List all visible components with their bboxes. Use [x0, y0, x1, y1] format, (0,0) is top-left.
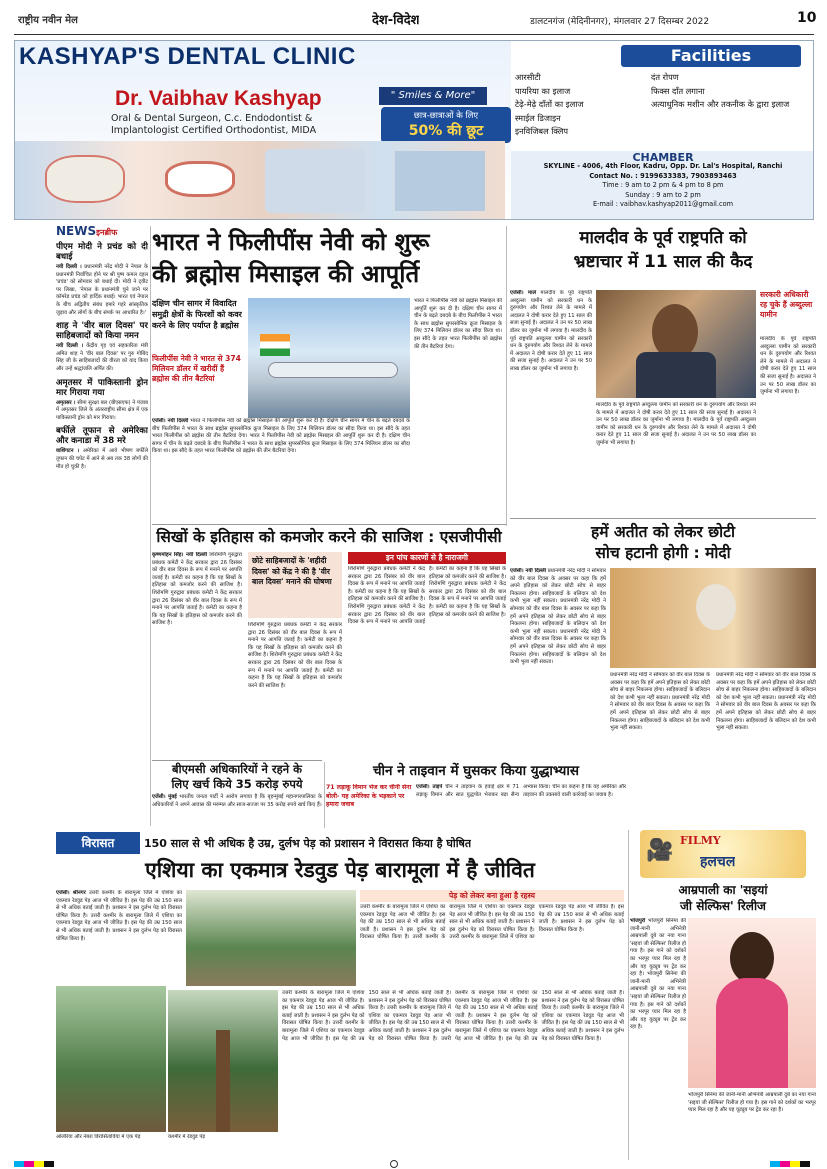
- chamber-time: Time : 9 am to 2 pm & 4 pm to 8 pm: [602, 181, 724, 190]
- brief-title: अमृतसर में पाकिस्तानी ड्रोन मार गिराया गया: [56, 377, 148, 398]
- maldives-body-col2: मालदीव के पूर्व राष्ट्रपति अब्दुल्ला यामीन को सरकारी धन के दुरुपयोग और रिश्वत लेने के मामले में अदालत ने दोषी करार देते हुए 11 साल की सजा सुनाई है। अदालत ने उन पर 50 लाख डॉलर का जुर्माना भी लगाया है। मालदीव के पूर्व राष्ट्रपति अब्दुल्ला यामीन को सरकारी धन के दुरुपयोग और रिश्वत लेने के मामले में अदालत ने दोषी करार देते हुए 11 साल की सजा सुनाई है। अदालत ने उन पर 50 लाख डॉलर का जुर्माना भी लगाया है।: [596, 402, 756, 446]
- photo-caption-2: कश्मीर में रेडवुड पेड़: [168, 1134, 206, 1140]
- paper-name: राष्ट्रीय नवीन मेल: [18, 15, 78, 26]
- facility-item: पायरिया का इलाज: [515, 85, 571, 96]
- portrait-body: [716, 978, 788, 1088]
- virasat-story: [56, 890, 624, 1160]
- news-in-brief: NEWSइनब्रीफ पीएम मोदी ने प्रचंड को दी बधाई नयी दिल्ली । प्रधानमंत्री नरेंद्र मोदी ने नेपाल के प्रधानमंत्री निर्वाचित होने पर श्री पुष्प कमल दहल 'प्रचंड' को सोमवार को बधाई दी। मोदी ने ट्वीट पर लिखा, 'नेपाल के प्रधानमंत्री चुने जाने पर कॉमरेड प्रचंड को हार्दिक बधाई। भारत एवं नेपाल के बीच अद्वितीय संबंध हमारे गहरे सांस्कृतिक जुड़ाव और लोगों के बीच संपर्क पर आधारित है।' शाह ने 'वीर बाल दिवस' पर साहिबजादों को किया नमन नयी दिल्ली । केंद्रीय गृह एवं सहकारिता मंत्री अमित शाह ने 'वीर बाल दिवस' पर गुरु गोबिंद सिंह जी के साहिबजादों की वीरता को याद किया और उन्हें श्रद्धांजलि अर्पित की। अमृतसर में पाकिस्तानी ड्रोन मार गिराया गया अमृतसर । सीमा सुरक्षा बल (बीएसएफ) ने पंजाब में अमृतसर जिले के अंतरराष्ट्रीय सीमा क्षेत्र में एक पाकिस्तानी ड्रोन को मार गिराया। बर्फीले तूफान से अमेरिका और कनाडा में 38 मरे वाशिंगटन । अमेरिका में आये भीषण बर्फीले तूफान की चपेट में आने से अब तक 38 लोगों की मौत हो चुकी है।: [56, 224, 148, 470]
- redwood-photo: [168, 990, 278, 1132]
- clinic-name: KASHYAP'S DENTAL CLINIC: [19, 43, 356, 70]
- chamber-sunday: Sunday : 9 am to 2 pm: [625, 190, 701, 199]
- sgpc-story: [152, 526, 506, 758]
- patient-image: [265, 149, 365, 213]
- registration-mark-left: [14, 1161, 54, 1167]
- portrait-image: [696, 584, 736, 630]
- modi-headline: हमें अतीत को लेकर छोटी सोच हटानी होगी : मोदी: [591, 523, 735, 562]
- facility-item: फिक्स दाँत लगाना: [651, 85, 705, 96]
- section-title: देश-विदेश: [372, 13, 420, 28]
- virasat-label: विरासत: [56, 832, 140, 854]
- lead-deck: दक्षिण चीन सागर में विवादित समुद्री क्षेत्रों के फिरशों को कवर करने के लिए पर्याप्त है ब्रह्मोस: [152, 299, 242, 330]
- maldives-body-col3: मालदीव के पूर्व राष्ट्रपति अब्दुल्ला यामीन को सरकारी धन के दुरुपयोग और रिश्वत लेने के मामले में अदालत ने दोषी करार देते हुए 11 साल की सजा सुनाई है। अदालत ने उन पर 50 लाख डॉलर का जुर्माना भी लगाया है।: [760, 336, 816, 396]
- facility-item: आरसीटी: [515, 72, 541, 82]
- modi-body-col2: प्रधानमंत्री नरेंद्र मोदी ने सोमवार को वीर बाल दिवस के अवसर पर कहा कि हमें अपने इतिहास को लेकर छोटी सोच से बाहर निकलना होगा। साहिबजादों के बलिदान को देश कभी भुला नहीं सकता। प्रधानमंत्री नरेंद्र मोदी ने सोमवार को वीर बाल दिवस के अवसर पर कहा कि हमें अपने इतिहास को लेकर छोटी सोच से बाहर निकलना होगा। साहिबजादों के बलिदान को देश कभी भुला नहीं सकता।: [610, 672, 710, 732]
- chamber-panel: [511, 151, 814, 220]
- brief-text: प्रधानमंत्री नरेंद्र मोदी ने नेपाल के प्रधानमंत्री निर्वाचित होने पर श्री पुष्प कमल दहल 'प्रचंड' को सोमवार को बधाई दी। मोदी ने ट्वीट पर लिखा, 'नेपाल के प्रधानमंत्री चुने जाने पर कॉमरेड प्रचंड को हार्दिक बधाई। भारत एवं नेपाल के बीच अद्वितीय संबंध हमारे गहरे सांस्कृतिक जुड़ाव और लोगों के बीच संपर्क पर आधारित है।': [56, 264, 148, 316]
- photo-caption-1: ओलेरिया और नेबरा विरासिताविया में एक पेड़: [56, 1134, 141, 1140]
- lead-body-col2: भारत ने फिलीपींस नेवी को ब्रह्मोस मिसाइल की आपूर्ति शुरू कर दी है। दक्षिण चीन सागर में चीन के बढ़ते दबदबे के बीच फिलीपींस ने भारत के साथ ब्रह्मोस सुपरसोनिक क्रूज मिसाइल के लिए 374 मिलियन डॉलर का सौदा किया था। इस सौदे के तहत भारत फिलीपींस को ब्रह्मोस की तीन बैटरियां देगा।: [414, 298, 502, 350]
- maldives-story: [510, 226, 816, 514]
- virasat-body-top: उत्तरी कश्मीर के बारामूला जिले में एशिया का एकमात्र रेडवुड पेड़ आज भी जीवित है। इस पेड़ की उम्र 150 साल से भी अधिक बताई जाती है। प्रशासन ने इस दुर्लभ पेड़ को विरासत घोषित किया है। उत्तरी कश्मीर के बारामूला जिले में एशिया का एकमात्र रेडवुड पेड़ आज भी जीवित है। इस पेड़ की उम्र 150 साल से भी अधिक बताई जाती है। प्रशासन ने इस दुर्लभ पेड़ को विरासत घोषित किया है। उत्तरी कश्मीर के बारामूला जिले में एशिया का एकमात्र रेडवुड पेड़ आज भी जीवित है। इस पेड़ की उम्र 150 साल से भी अधिक बताई जाती है। प्रशासन ने इस दुर्लभ पेड़ को विरासत घोषित किया है।: [360, 904, 624, 941]
- film-body: भोजपुरी भोजपुरी सिनेमा की जानी-मानी अभिनेत्री आम्रपाली दुबे का नया गाना 'सइयां जी सेल्फिस' रिलीज हो गया है। इस गाने को दर्शकों का भरपूर प्यार मिल रहा है और यह यूट्यूब पर ट्रेंड कर रहा है। भोजपुरी सिनेमा की जानी-मानी अभिनेत्री आम्रपाली दुबे का नया गाना 'सइयां जी सेल्फिस' रिलीज हो गया है। इस गाने को दर्शकों का भरपूर प्यार मिल रहा है और यह यूट्यूब पर ट्रेंड कर रहा है।: [630, 918, 686, 1031]
- filmy-brand: FILMY: [680, 834, 721, 847]
- filmy-brand-hindi: हलचल: [700, 854, 736, 870]
- portrait-body: [636, 352, 716, 398]
- sgpc-headline: सिखों के इतिहास को कमजोर करने की साजिश : एसजीपीसी: [156, 528, 502, 546]
- film-camera-icon: 🎥: [646, 838, 674, 863]
- brief-text: केंद्रीय गृह एवं सहकारिता मंत्री अमित शाह ने 'वीर बाल दिवस' पर गुरु गोबिंद सिंह जी के साहिबजादों की वीरता को याद किया और उन्हें श्रद्धांजलि अर्पित की।: [56, 343, 148, 372]
- denture-image: [45, 155, 125, 203]
- lead-story: [152, 226, 504, 522]
- missile-image: [268, 362, 398, 378]
- facilities-panel: [511, 41, 814, 151]
- lead-body: एजेंसी। नयी दिल्ली भारत ने फिलीपींस नेवी को ब्रह्मोस मिसाइल की आपूर्ति शुरू कर दी है। दक्षिण चीन सागर में चीन के बढ़ते दबदबे के बीच फिलीपींस ने भारत के साथ ब्रह्मोस सुपरसोनिक क्रूज मिसाइल के लिए 374 मिलियन डॉलर का सौदा किया था। इस सौदे के तहत भारत फिलीपींस को ब्रह्मोस की तीन बैटरियां देगा। भारत ने फिलीपींस नेवी को ब्रह्मोस मिसाइल की आपूर्ति शुरू कर दी है। दक्षिण चीन सागर में चीन के बढ़ते दबदबे के बीच फिलीपींस ने भारत के साथ ब्रह्मोस सुपरसोनिक क्रूज मिसाइल के लिए 374 मिलियन डॉलर का सौदा किया था। इस सौदे के तहत भारत फिलीपींस को ब्रह्मोस की तीन बैटरियां देगा।: [152, 418, 410, 455]
- credentials-1: Oral & Dental Surgeon, C.c. Endodontist &: [111, 113, 313, 124]
- valley-photo: [186, 890, 356, 986]
- chamber-title: CHAMBER: [632, 151, 694, 164]
- dental-clinic-ad: [14, 40, 814, 220]
- bmc-headline: बीएमसी अधिकारियों ने रहने के लिए खर्च किये 35 करोड़ रुपये: [171, 762, 303, 791]
- reasons-title: इन पांच कारणों से है नाराजगी: [348, 552, 506, 564]
- credentials-2: Implantologist Certified Orthodontist, MIDA: [111, 125, 317, 136]
- reasons-list: शिरोमणि गुरुद्वारा प्रबंधक कमेटी ने केंद्र सरकार द्वारा 26 दिसंबर को वीर बाल दिवस के रूप में मनाने पर आपत्ति जताई है। कमेटी का कहना है कि यह सिखों के इतिहास को कमजोर करने की साजिश है। शिरोमणि गुरुद्वारा प्रबंधक कमेटी ने केंद्र सरकार द्वारा 26 दिसंबर को वीर बाल दिवस के रूप में मनाने पर आपत्ति जताई है। कमेटी का कहना है कि यह सिखों के इतिहास को कमजोर करने की साजिश है। शिरोमणि गुरुद्वारा प्रबंधक कमेटी ने केंद्र सरकार द्वारा 26 दिसंबर को वीर बाल दिवस के रूप में मनाने पर आपत्ति जताई है। कमेटी का कहना है कि यह सिखों के इतिहास को कमजोर करने की साजिश है।: [348, 566, 506, 626]
- facilities-left: [515, 71, 635, 139]
- facility-item: स्माईल डिजाइन: [515, 112, 561, 123]
- brief-title: पीएम मोदी ने प्रचंड को दी बधाई: [56, 242, 148, 262]
- dental-photos: [15, 141, 505, 219]
- brief-title: बर्फीले तूफान से अमेरिका और कनाडा में 38 मरे: [56, 426, 148, 447]
- missile-photo: [248, 298, 410, 418]
- registration-mark-right: [770, 1161, 810, 1167]
- doctor-name: Dr. Vaibhav Kashyap: [115, 87, 322, 110]
- chamber-contact: Contact No. : 9199633383, 7903893463: [589, 171, 737, 180]
- offer-badge: [381, 107, 511, 143]
- facility-item: टेढ़े-मेढ़े दाँतों का इलाज: [515, 99, 584, 109]
- virasat-headline: एशिया का एकमात्र रेडवुड पेड़ बारामूला में है जीवित: [145, 858, 535, 882]
- brief-text: अमेरिका में आये भीषण बर्फीले तूफान की चपेट में आने से अब तक 38 लोगों की मौत हो चुकी है।: [56, 448, 148, 470]
- dateline: डालटनगंज (मेदिनीनगर), मंगलवार 27 दिसम्बर 2022: [530, 17, 710, 27]
- film-headline: आम्रपाली का 'सइयां जी सेल्फिस' रिलीज: [678, 883, 768, 913]
- facility-item: अत्याधुनिक मशीन और तकनीक के द्वारा इलाज: [651, 99, 790, 109]
- filmy-logo: [640, 830, 806, 878]
- film-body-col2: भोजपुरी सिनेमा की जानी-मानी अभिनेत्री आम्रपाली दुबे का नया गाना 'सइयां जी सेल्फिस' रिलीज हो गया है। इस गाने को दर्शकों का भरपूर प्यार मिल रहा है और यह यूट्यूब पर ट्रेंड कर रहा है।: [688, 1092, 816, 1114]
- china-callout: 71 लड़ाकू विमान भेज कर चीनी सेना बोली- यह अमेरिका के भड़काने पर हमारा जवाब: [326, 784, 412, 808]
- maldives-headline: मालदीव के पूर्व राष्ट्रपति को भ्रष्टाचार में 11 साल की कैद: [573, 228, 753, 272]
- modi-body: एजेंसी। नयी दिल्ली प्रधानमंत्री नरेंद्र मोदी ने सोमवार को वीर बाल दिवस के अवसर पर कहा कि हमें अपने इतिहास को लेकर छोटी सोच से बाहर निकलना होगा। साहिबजादों के बलिदान को देश कभी भुला नहीं सकता। प्रधानमंत्री नरेंद्र मोदी ने सोमवार को वीर बाल दिवस के अवसर पर कहा कि हमें अपने इतिहास को लेकर छोटी सोच से बाहर निकलना होगा। साहिबजादों के बलिदान को देश कभी भुला नहीं सकता। प्रधानमंत्री नरेंद्र मोदी ने सोमवार को वीर बाल दिवस के अवसर पर कहा कि हमें अपने इतिहास को लेकर छोटी सोच से बाहर निकलना होगा। साहिबजादों के बलिदान को देश कभी भुला नहीं सकता।: [510, 568, 606, 666]
- offer-line1: छात्र-छात्राओं के लिए: [413, 111, 479, 121]
- actress-photo: [688, 918, 816, 1088]
- virasat-body: एजेंसी। श्रीनगर उत्तरी कश्मीर के बारामूला जिले में एशिया का एकमात्र रेडवुड पेड़ आज भी जीवित है। इस पेड़ की उम्र 150 साल से भी अधिक बताई जाती है। प्रशासन ने इस दुर्लभ पेड़ को विरासत घोषित किया है। उत्तरी कश्मीर के बारामूला जिले में एशिया का एकमात्र रेडवुड पेड़ आज भी जीवित है। इस पेड़ की उम्र 150 साल से भी अधिक बताई जाती है। प्रशासन ने इस दुर्लभ पेड़ को विरासत घोषित किया है।: [56, 890, 182, 942]
- masthead: [0, 0, 827, 38]
- smile-image: [165, 161, 235, 197]
- china-story: [326, 762, 626, 828]
- lead-sidebox: फिलीपींस नेवी ने भारत से 374 मिलियन डॉलर में खरीदीं हैं ब्रह्मोस की तीन बैटरियां: [152, 354, 241, 383]
- brief-text: सीमा सुरक्षा बल (बीएसएफ) ने पंजाब में अमृतसर जिले के अंतरराष्ट्रीय सीमा क्षेत्र में एक पाकिस्तानी ड्रोन को मार गिराया।: [56, 399, 148, 421]
- virasat-caption: पेड़ को लेकर बना हुआ है रहस्य: [360, 890, 624, 902]
- portrait-image: [730, 932, 774, 984]
- brief-title: शाह ने 'वीर बाल दिवस' पर साहिबजादों को किया नमन: [56, 321, 148, 342]
- lead-headline: भारत ने फिलीपींस नेवी को शुरू की ब्रह्मोस मिसाइल की आपूर्ति: [152, 228, 430, 288]
- facilities-right: [651, 71, 811, 112]
- color-registration-bar: [0, 1160, 827, 1169]
- bmc-story: [152, 762, 322, 828]
- tree-trunk: [216, 1030, 230, 1132]
- chamber-email: E-mail : vaibhav.kashyap2011@gmail.com: [592, 200, 734, 209]
- news-label: NEWSइनब्रीफ: [56, 224, 118, 238]
- registration-target-icon: [390, 1160, 398, 1168]
- clinic-image: [395, 151, 485, 211]
- facility-item: इनविजिबल क्लिप: [515, 126, 569, 136]
- filmy-halchal: [630, 830, 816, 1160]
- sgpc-body: कृष्णमोहन सिंह। नयी दिल्ली शिरोमणि गुरुद्वारा प्रबंधक कमेटी ने केंद्र सरकार द्वारा 26 दिसंबर को वीर बाल दिवस के रूप में मनाने पर आपत्ति जताई है। कमेटी का कहना है कि यह सिखों के इतिहास को कमजोर करने की साजिश है। शिरोमणि गुरुद्वारा प्रबंधक कमेटी ने केंद्र सरकार द्वारा 26 दिसंबर को वीर बाल दिवस के रूप में मनाने पर आपत्ति जताई है। कमेटी का कहना है कि यह सिखों के इतिहास को कमजोर करने की साजिश है।: [152, 552, 242, 627]
- modi-photo: [610, 568, 816, 668]
- sgpc-quote: छोटे साहिबजादों के 'शहीदी दिवस' को केंद्र ने की है 'वीर बाल दिवस' मनाने की घोषणा: [248, 552, 342, 618]
- facility-item: दंत रोपण: [651, 72, 679, 82]
- virasat-body-bottom: उत्तरी कश्मीर के बारामूला जिले में एशिया का एकमात्र रेडवुड पेड़ आज भी जीवित है। इस पेड़ की उम्र 150 साल से भी अधिक बताई जाती है। प्रशासन ने इस दुर्लभ पेड़ को विरासत घोषित किया है। उत्तरी कश्मीर के बारामूला जिले में एशिया का एकमात्र रेडवुड पेड़ आज भी जीवित है। इस पेड़ की उम्र 150 साल से भी अधिक बताई जाती है। प्रशासन ने इस दुर्लभ पेड़ को विरासत घोषित किया है। उत्तरी कश्मीर के बारामूला जिले में एशिया का एकमात्र रेडवुड पेड़ आज भी जीवित है। इस पेड़ की उम्र 150 साल से भी अधिक बताई जाती है। प्रशासन ने इस दुर्लभ पेड़ को विरासत घोषित किया है। उत्तरी कश्मीर के बारामूला जिले में एशिया का एकमात्र रेडवुड पेड़ आज भी जीवित है। इस पेड़ की उम्र 150 साल से भी अधिक बताई जाती है। प्रशासन ने इस दुर्लभ पेड़ को विरासत घोषित किया है। उत्तरी कश्मीर के बारामूला जिले में एशिया का एकमात्र रेडवुड पेड़ आज भी जीवित है। इस पेड़ की उम्र 150 साल से भी अधिक बताई जाती है। प्रशासन ने इस दुर्लभ पेड़ को विरासत घोषित किया है। उत्तरी कश्मीर के बारामूला जिले में एशिया का एकमात्र रेडवुड पेड़ आज भी जीवित है। इस पेड़ की उम्र 150 साल से भी अधिक बताई जाती है। प्रशासन ने इस दुर्लभ पेड़ को विरासत घोषित किया है।: [282, 990, 624, 1042]
- offer-line2: 50% की छूट: [408, 123, 484, 139]
- bmc-body: एजेंसी। मुंबई भारतीय जनता पार्टी ने आरोप लगाया है कि बृहन्मुंबई महानगरपालिका के अधिकारियों ने अपने आवास की मरम्मत और साज-सज्जा पर 35 करोड़ रुपये खर्च किए हैं।: [152, 794, 322, 808]
- tree-photo: [56, 986, 166, 1132]
- facilities-title: Facilities: [621, 45, 801, 67]
- sgpc-body-col2: शिरोमणि गुरुद्वारा प्रबंधक कमेटी ने केंद्र सरकार द्वारा 26 दिसंबर को वीर बाल दिवस के रूप में मनाने पर आपत्ति जताई है। कमेटी का कहना है कि यह सिखों के इतिहास को कमजोर करने की साजिश है। शिरोमणि गुरुद्वारा प्रबंधक कमेटी ने केंद्र सरकार द्वारा 26 दिसंबर को वीर बाल दिवस के रूप में मनाने पर आपत्ति जताई है। कमेटी का कहना है कि यह सिखों के इतिहास को कमजोर करने की साजिश है।: [248, 622, 342, 689]
- maldives-callout: सरकारी अधिकारी रह चुके हैं अब्दुल्ला यामीन: [760, 290, 813, 319]
- virasat-kicker: [56, 832, 624, 854]
- china-body: एजेंसी। ताइपे चीन ने ताइवान के हवाई क्षेत्र में 71 लड़ाकू विमान और सात युद्धपोत भेजकर बड़ा सैन्य अभ्यास किया। चीन का कहना है कि यह अमेरिका और ताइवान की उकसावे वाली कार्रवाई का जवाब है।: [416, 784, 626, 798]
- virasat-kicker-text: 150 साल से भी अधिक है उम्र, दुर्लभ पेड़ को प्रशासन ने विरासत किया है घोषित: [144, 837, 472, 850]
- chamber-address: SKYLINE - 4006, 4th Floor, Kadru, Opp. Dr. Lal's Hospital, Ranchi: [543, 162, 783, 171]
- india-flag-icon: [260, 334, 290, 356]
- yameen-photo: [596, 290, 756, 398]
- maldives-body: एजेंसी। माले मालदीव के पूर्व राष्ट्रपति अब्दुल्ला यामीन को सरकारी धन के दुरुपयोग और रिश्वत लेने के मामले में अदालत ने दोषी करार देते हुए 11 साल की सजा सुनाई है। अदालत ने उन पर 50 लाख डॉलर का जुर्माना भी लगाया है। मालदीव के पूर्व राष्ट्रपति अब्दुल्ला यामीन को सरकारी धन के दुरुपयोग और रिश्वत लेने के मामले में अदालत ने दोषी करार देते हुए 11 साल की सजा सुनाई है। अदालत ने उन पर 50 लाख डॉलर का जुर्माना भी लगाया है।: [510, 290, 592, 372]
- tagline: " Smiles & More": [379, 87, 487, 105]
- china-headline: चीन ने ताइवान में घुसकर किया युद्धाभ्यास: [372, 763, 579, 779]
- modi-body-col3: प्रधानमंत्री नरेंद्र मोदी ने सोमवार को वीर बाल दिवस के अवसर पर कहा कि हमें अपने इतिहास को लेकर छोटी सोच से बाहर निकलना होगा। साहिबजादों के बलिदान को देश कभी भुला नहीं सकता। प्रधानमंत्री नरेंद्र मोदी ने सोमवार को वीर बाल दिवस के अवसर पर कहा कि हमें अपने इतिहास को लेकर छोटी सोच से बाहर निकलना होगा। साहिबजादों के बलिदान को देश कभी भुला नहीं सकता।: [716, 672, 816, 732]
- page-number: 10: [797, 10, 817, 26]
